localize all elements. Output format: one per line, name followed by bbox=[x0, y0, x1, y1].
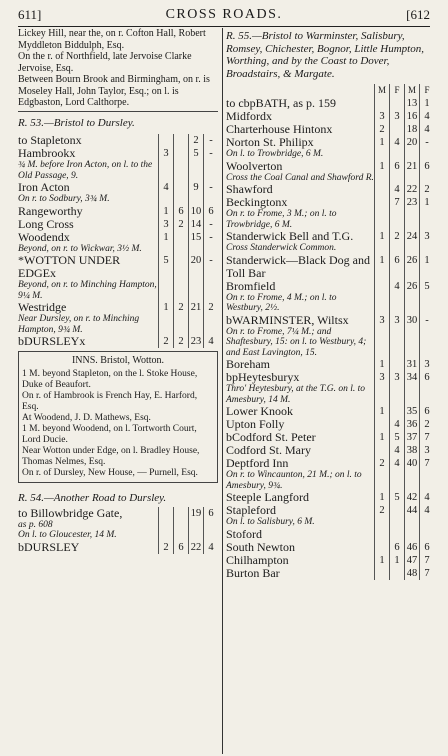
place-label: Lower Knook bbox=[226, 404, 293, 418]
distance-f2: 4 bbox=[420, 491, 435, 504]
distance-m2: 36 bbox=[405, 418, 420, 431]
place-label: Upton Folly bbox=[226, 417, 285, 431]
distance-m: 1 bbox=[159, 231, 174, 255]
route-note: On r. to Frome, 4 M.; on l. to Westbury, 2½. bbox=[226, 292, 337, 313]
distance-m2: 9 bbox=[189, 181, 204, 205]
distance-m2: 37 bbox=[405, 431, 420, 444]
table-row bbox=[18, 301, 218, 335]
route-note: On r. to Frome, 7¼ M.; and Shaftesbury, 15: on l. to Westbury, 4; and East Lavington, 15. bbox=[226, 326, 367, 358]
route-53-table bbox=[18, 134, 218, 348]
distance-f2: 4 bbox=[420, 110, 435, 123]
place-label: *WOTTON UNDER EDGEx bbox=[18, 253, 121, 280]
distance-m2: 48 bbox=[405, 567, 420, 580]
distance-m bbox=[375, 444, 390, 457]
distance-m2 bbox=[189, 530, 204, 541]
distance-m: 1 bbox=[159, 205, 174, 218]
distance-m: 1 bbox=[375, 136, 390, 160]
place-name bbox=[226, 160, 375, 184]
place-name bbox=[18, 507, 159, 531]
distance-m2: 10 bbox=[189, 205, 204, 218]
distance-m: 1 bbox=[375, 491, 390, 504]
distance-f2 bbox=[204, 530, 219, 541]
place-label: Standerwick Bell and T.G. bbox=[226, 229, 354, 243]
route-54-title: R. 54.—Another Road to Dursley. bbox=[18, 492, 167, 504]
route-note: Thro' Heytesbury, at the T.G. on l. to Amesbury, 14 M. bbox=[226, 384, 365, 405]
note-line: Between Bourn Brook and Birmingham, on r. is Moseley Hall, John Taylor, Esq.; on l. is Edgbaston, Lord Calthorpe. bbox=[18, 74, 210, 108]
table-row bbox=[226, 136, 434, 160]
place-label: to Stapletonx bbox=[18, 133, 82, 147]
table-row bbox=[226, 280, 434, 314]
distance-f bbox=[174, 134, 189, 147]
place-label: Long Cross bbox=[18, 216, 74, 231]
table-row bbox=[226, 160, 434, 184]
distance-f2: - bbox=[204, 254, 219, 301]
distance-f2: 6 bbox=[204, 205, 219, 218]
route-note: On l. to Salisbury, 6 M. bbox=[226, 517, 315, 527]
route-55-title: R. 55.—Bristol to Warminster, Salisbury, Romsey, Chichester, Bognor, Little Humpton, Worthing, and by the Coast to Dover, Broadstairs, & Margate. bbox=[226, 30, 424, 80]
distance-f: 2 bbox=[174, 218, 189, 231]
distance-m2: 24 bbox=[405, 230, 420, 254]
distance-f2 bbox=[420, 528, 435, 541]
distance-m bbox=[375, 97, 390, 110]
inn-line: On r. of Dursley, New House, — Purnell, Esq. bbox=[22, 468, 198, 478]
distance-m2: 34 bbox=[405, 371, 420, 405]
route-note: Beyond, on r. to Minching Hampton, 9¼ M. bbox=[18, 280, 157, 301]
distance-m2: 16 bbox=[405, 110, 420, 123]
distance-m2: 15 bbox=[189, 231, 204, 255]
table-row bbox=[18, 254, 218, 301]
table-row bbox=[18, 181, 218, 205]
place-name bbox=[18, 147, 159, 181]
distance-m bbox=[375, 280, 390, 314]
distance-f2: 7 bbox=[420, 431, 435, 444]
distance-f bbox=[174, 181, 189, 205]
distance-f bbox=[174, 231, 189, 255]
column-head: M bbox=[375, 84, 390, 97]
place-label: bCodford St. Peter bbox=[226, 430, 316, 444]
place-name bbox=[226, 196, 375, 230]
place-name bbox=[226, 254, 375, 280]
distance-m: 1 bbox=[375, 405, 390, 418]
column-divider bbox=[222, 28, 223, 754]
distance-m2: 22 bbox=[405, 183, 420, 196]
route-note: On r. to Sodbury, 3¾ M. bbox=[18, 194, 110, 204]
place-label: Steeple Langford bbox=[226, 490, 309, 504]
place-label: Bromfield bbox=[226, 278, 276, 293]
distance-m2: 42 bbox=[405, 491, 420, 504]
route-53-title: R. 53.—Bristol to Dursley. bbox=[18, 116, 135, 129]
route-note: Beyond, on r. to Wickwar, 3½ M. bbox=[18, 243, 142, 254]
distance-m bbox=[375, 528, 390, 541]
distance-f: 4 bbox=[390, 457, 405, 491]
distance-m bbox=[375, 183, 390, 196]
distance-m: 2 bbox=[375, 504, 390, 528]
place-label: bpHeytesburyx bbox=[226, 370, 300, 384]
place-label: Stapleford bbox=[226, 503, 276, 517]
distance-f bbox=[174, 530, 189, 541]
distance-f bbox=[390, 358, 405, 371]
place-label: Midfordx bbox=[226, 109, 272, 123]
left-column bbox=[18, 28, 218, 554]
distance-f2: - bbox=[204, 134, 219, 147]
distance-f bbox=[390, 567, 405, 580]
divider bbox=[18, 111, 218, 112]
route-note: On r. to Wincaunton, 21 M.; on l. to Amesbury, 9¾. bbox=[226, 470, 362, 491]
distance-f bbox=[390, 504, 405, 528]
distance-f2: 6 bbox=[204, 507, 219, 531]
distance-f: 2 bbox=[174, 301, 189, 335]
place-label: Charterhouse Hintonx bbox=[226, 122, 333, 136]
right-page-number: [612 bbox=[406, 7, 430, 22]
place-name bbox=[18, 254, 159, 301]
route-note: Cross Standerwick Common. bbox=[226, 243, 337, 253]
distance-m: 1 bbox=[375, 358, 390, 371]
place-label: Shawford bbox=[226, 182, 273, 196]
note-line: Lickey Hill, near the, on r. Cofton Hall, Robert Myddleton Biddulph, Esq. bbox=[18, 28, 206, 51]
inns-heading: INNS. Bristol, Wotton. bbox=[71, 355, 165, 366]
distance-m: 1 bbox=[159, 301, 174, 335]
table-row bbox=[226, 230, 434, 254]
distance-m2: 19 bbox=[189, 507, 204, 531]
distance-m2: 26 bbox=[405, 280, 420, 314]
distance-f2: 5 bbox=[420, 280, 435, 314]
distance-m2: 35 bbox=[405, 405, 420, 418]
place-label: Codford St. Mary bbox=[226, 443, 311, 457]
inns-list bbox=[22, 369, 214, 479]
distance-m2: 47 bbox=[405, 554, 420, 567]
distance-f2: 4 bbox=[204, 335, 219, 348]
place-label: Burton Bar bbox=[226, 565, 280, 580]
distance-m2: 13 bbox=[405, 97, 420, 110]
distance-f2: - bbox=[204, 181, 219, 205]
distance-m2: 18 bbox=[405, 123, 420, 136]
distance-m2: 40 bbox=[405, 457, 420, 491]
place-name bbox=[18, 181, 159, 205]
place-label: Rangeworthy bbox=[18, 203, 83, 218]
distance-f: 5 bbox=[390, 431, 405, 444]
inns-box bbox=[18, 351, 218, 483]
table-row bbox=[18, 507, 218, 531]
distance-f2: - bbox=[420, 314, 435, 359]
distance-m2: 5 bbox=[189, 147, 204, 181]
place-name bbox=[226, 457, 375, 491]
distance-f2: 7 bbox=[420, 554, 435, 567]
place-label: Iron Acton bbox=[18, 180, 70, 194]
place-label: Standerwick—Black Dog and Toll Bar bbox=[226, 252, 370, 280]
distance-f: 7 bbox=[390, 196, 405, 230]
distance-f2: 4 bbox=[420, 123, 435, 136]
distance-m2: 46 bbox=[405, 541, 420, 554]
distance-f: 3 bbox=[390, 371, 405, 405]
route-note: Near Dursley, on r. to Minching Hampton, 9¾ M. bbox=[18, 314, 140, 335]
distance-m2: 38 bbox=[405, 444, 420, 457]
left-page-number: 611] bbox=[18, 7, 42, 22]
distance-f bbox=[174, 147, 189, 181]
distance-f: 6 bbox=[174, 205, 189, 218]
distance-f: 6 bbox=[174, 541, 189, 554]
table-row bbox=[226, 567, 434, 580]
place-name bbox=[226, 504, 375, 528]
distance-m2: 26 bbox=[405, 254, 420, 280]
distance-m: 1 bbox=[375, 431, 390, 444]
distance-m: 5 bbox=[159, 254, 174, 301]
place-label: Deptford Inn bbox=[226, 456, 289, 470]
distance-f2: 2 bbox=[420, 183, 435, 196]
distance-f2: 6 bbox=[420, 405, 435, 418]
place-label: Beckingtonx bbox=[226, 195, 288, 209]
distance-m: 3 bbox=[159, 218, 174, 231]
place-name bbox=[18, 301, 159, 335]
distance-m: 1 bbox=[375, 160, 390, 184]
distance-f: 6 bbox=[390, 254, 405, 280]
distance-m2: 30 bbox=[405, 314, 420, 359]
distance-f: 2 bbox=[390, 230, 405, 254]
table-row bbox=[18, 231, 218, 255]
distance-f2: 4 bbox=[204, 541, 219, 554]
place-name bbox=[18, 231, 159, 255]
distance-m: 1 bbox=[375, 254, 390, 280]
route-note: On l. to Trowbridge, 6 M. bbox=[226, 149, 324, 159]
distance-f2: 6 bbox=[420, 541, 435, 554]
distance-f2: 3 bbox=[420, 358, 435, 371]
route-55-table bbox=[226, 84, 434, 580]
distance-m bbox=[375, 541, 390, 554]
place-label: Boreham bbox=[226, 357, 270, 371]
distance-m bbox=[159, 530, 174, 541]
route-note: On r. to Frome, 3 M.; on l. to Trowbridge, 6 M. bbox=[226, 209, 337, 230]
table-row bbox=[18, 541, 218, 554]
distance-m2: 23 bbox=[189, 335, 204, 348]
distance-f2: - bbox=[204, 218, 219, 231]
place-label: Westridge bbox=[18, 300, 67, 314]
running-header bbox=[18, 6, 430, 27]
distance-f: 6 bbox=[390, 160, 405, 184]
distance-m2: 14 bbox=[189, 218, 204, 231]
table-row bbox=[18, 335, 218, 348]
distance-m: 1 bbox=[375, 554, 390, 567]
route-note: ¾ M. before Iron Acton, on l. to the Old Passage, 9. bbox=[18, 160, 153, 181]
distance-m: 1 bbox=[375, 230, 390, 254]
place-label: to cbpBATH, as p. 159 bbox=[226, 96, 336, 110]
place-name bbox=[226, 314, 375, 359]
place-name bbox=[226, 230, 375, 254]
place-label: Woolverton bbox=[226, 158, 283, 173]
column-head: F bbox=[420, 84, 435, 97]
distance-m2: 21 bbox=[405, 160, 420, 184]
inn-line: 1 M. beyond Woodend, on l. Tortworth Court, Lord Ducie. bbox=[22, 424, 197, 445]
distance-f2: - bbox=[204, 147, 219, 181]
route-note: On l. to Gloucester, 14 M. bbox=[18, 530, 117, 540]
distance-f2: 7 bbox=[420, 567, 435, 580]
place-name bbox=[226, 136, 375, 160]
distance-m2: 22 bbox=[189, 541, 204, 554]
place-label: Norton St. Philipx bbox=[226, 135, 314, 149]
place-label: to Billowbridge Gate, bbox=[18, 505, 123, 520]
table-row bbox=[18, 147, 218, 181]
distance-f bbox=[174, 254, 189, 301]
distance-f2: - bbox=[204, 231, 219, 255]
route-note: Cross the Coal Canal and Shawford R. bbox=[226, 172, 374, 183]
inn-line: On r. of Hambrook is French Hay, E. Harford, Esq. bbox=[22, 391, 198, 412]
right-column bbox=[226, 28, 434, 580]
distance-m: 4 bbox=[159, 181, 174, 205]
place-name bbox=[226, 567, 375, 580]
place-label: bDURSLEY bbox=[18, 539, 80, 554]
distance-f: 6 bbox=[390, 541, 405, 554]
distance-f: 4 bbox=[390, 136, 405, 160]
distance-f2: 3 bbox=[420, 230, 435, 254]
distance-f: 3 bbox=[390, 314, 405, 359]
note-line: On the r. of Northfield, late Jervoise Clarke Jervoise, Esq. bbox=[18, 51, 192, 74]
distance-m: 2 bbox=[375, 123, 390, 136]
distance-f2: 3 bbox=[420, 444, 435, 457]
distance-f: 4 bbox=[390, 280, 405, 314]
distance-f2: 4 bbox=[420, 504, 435, 528]
table-row bbox=[226, 254, 434, 280]
place-label: South Newton bbox=[226, 539, 295, 554]
distance-f bbox=[390, 97, 405, 110]
distance-m bbox=[159, 507, 174, 531]
page-title: CROSS ROADS. bbox=[165, 7, 283, 22]
distance-m bbox=[375, 196, 390, 230]
distance-m2 bbox=[405, 528, 420, 541]
distance-f2: 2 bbox=[420, 418, 435, 431]
distance-f2: 2 bbox=[204, 301, 219, 335]
distance-m2: 20 bbox=[189, 254, 204, 301]
distance-f bbox=[390, 528, 405, 541]
distance-m: 3 bbox=[159, 147, 174, 181]
distance-f: 4 bbox=[390, 183, 405, 196]
distance-m: 3 bbox=[375, 314, 390, 359]
distance-f bbox=[390, 123, 405, 136]
distance-f2: 6 bbox=[420, 160, 435, 184]
inn-line: 1 M. beyond Stapleton, on the l. Stoke House, Duke of Beaufort. bbox=[22, 369, 198, 390]
inn-line: Near Wotton under Edge, on l. Bradley House, Thomas Nelmes, Esq. bbox=[22, 446, 200, 467]
distance-f2: 1 bbox=[420, 97, 435, 110]
place-label: Hambrookx bbox=[18, 146, 76, 160]
distance-m2: 20 bbox=[405, 136, 420, 160]
distance-m: 2 bbox=[375, 457, 390, 491]
place-label: Stoford bbox=[226, 526, 262, 541]
place-name bbox=[226, 280, 375, 314]
place-label: bDURSLEYx bbox=[18, 334, 86, 348]
place-label: Woodendx bbox=[18, 229, 70, 244]
distance-f: 1 bbox=[390, 554, 405, 567]
place-name bbox=[226, 371, 375, 405]
place-name bbox=[18, 335, 159, 348]
distance-f: 5 bbox=[390, 491, 405, 504]
distance-f bbox=[390, 405, 405, 418]
distance-f2: 1 bbox=[420, 254, 435, 280]
distance-f2: - bbox=[420, 136, 435, 160]
place-label: Chilhampton bbox=[226, 552, 289, 567]
distance-m: 2 bbox=[159, 335, 174, 348]
distance-f2: 6 bbox=[420, 371, 435, 405]
distance-m2: 2 bbox=[189, 134, 204, 147]
table-row bbox=[226, 196, 434, 230]
table-row bbox=[226, 504, 434, 528]
distance-m: 2 bbox=[159, 541, 174, 554]
distance-m2: 21 bbox=[189, 301, 204, 335]
place-name bbox=[18, 541, 159, 554]
distance-m2: 23 bbox=[405, 196, 420, 230]
distance-m bbox=[375, 567, 390, 580]
table-row bbox=[226, 371, 434, 405]
distance-f2: 1 bbox=[420, 196, 435, 230]
distance-f: 2 bbox=[174, 335, 189, 348]
inn-line: At Woodend, J. D. Mathews, Esq. bbox=[22, 413, 151, 423]
distance-m: 3 bbox=[375, 110, 390, 123]
distance-f: 4 bbox=[390, 418, 405, 431]
distance-f bbox=[174, 507, 189, 531]
left-top-notes bbox=[18, 28, 218, 109]
place-label: bWARMINSTER, Wiltsx bbox=[226, 312, 349, 327]
route-54-table bbox=[18, 507, 218, 554]
distance-f2: 7 bbox=[420, 457, 435, 491]
column-head: M bbox=[405, 84, 420, 97]
column-head: F bbox=[390, 84, 405, 97]
table-row bbox=[226, 314, 434, 359]
distance-m bbox=[375, 418, 390, 431]
distance-m bbox=[159, 134, 174, 147]
distance-m2: 31 bbox=[405, 358, 420, 371]
table-row bbox=[226, 457, 434, 491]
distance-m2: 44 bbox=[405, 504, 420, 528]
distance-m: 3 bbox=[375, 371, 390, 405]
route-note: as p. 608 bbox=[18, 519, 53, 530]
distance-f: 4 bbox=[390, 444, 405, 457]
distance-f: 3 bbox=[390, 110, 405, 123]
